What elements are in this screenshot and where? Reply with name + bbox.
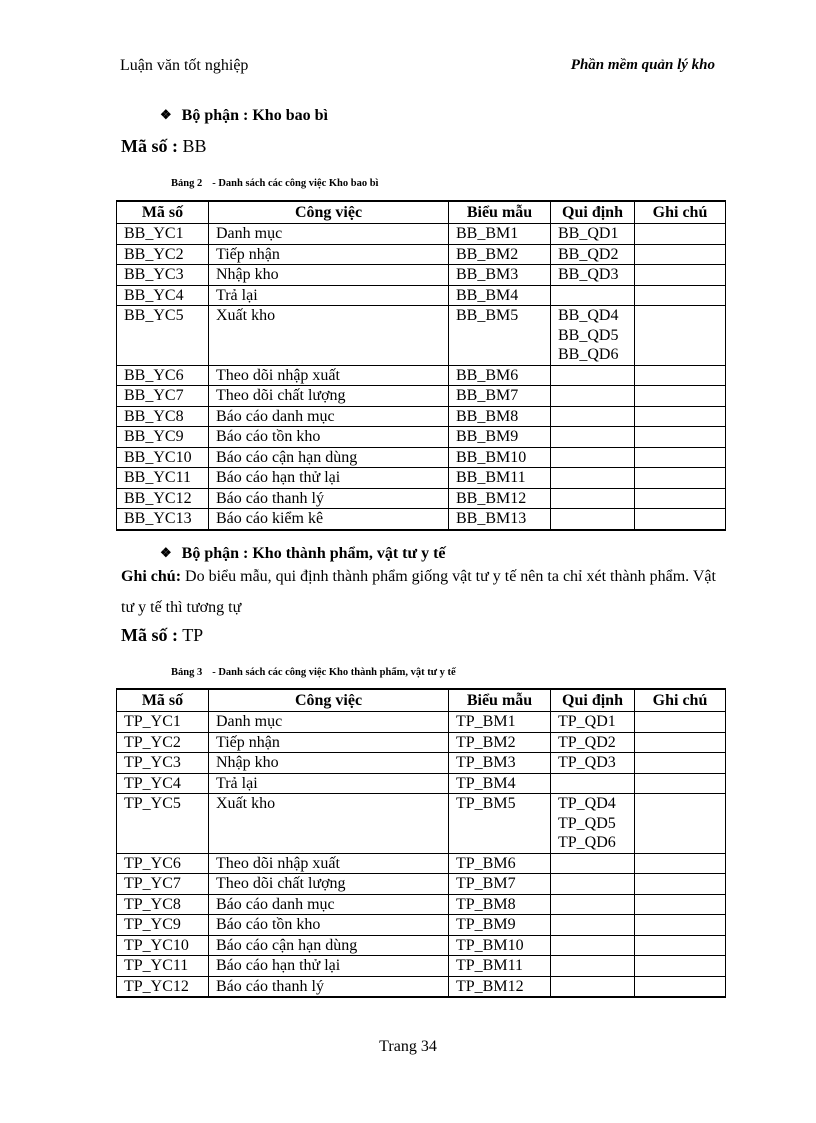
table1-caption-label: Bảng 2 <box>171 178 203 189</box>
table2-caption-text: - Danh sách các công việc Kho thành phẩm, vật tư y tế <box>212 667 456 678</box>
cell-code: TP_YC3 <box>117 753 209 774</box>
section2-code-value: TP <box>182 625 204 645</box>
table-row <box>117 773 726 794</box>
diamond-bullet-icon: ❖ <box>160 107 172 122</box>
cell-form: BB_BM6 <box>449 365 551 386</box>
cell-note <box>635 915 726 936</box>
table-row <box>117 244 726 265</box>
cell-form: TP_BM1 <box>449 712 551 733</box>
cell-code: BB_YC3 <box>117 265 209 286</box>
section2-note <box>121 561 721 623</box>
table-row <box>117 365 726 386</box>
cell-rule <box>551 386 635 407</box>
cell-note <box>635 794 726 854</box>
cell-rule: BB_QD1 <box>551 224 635 245</box>
header-project-title: Phần mềm quản lý kho <box>570 57 715 73</box>
section1-code <box>121 136 207 157</box>
cell-code: TP_YC11 <box>117 956 209 977</box>
section2-note-text: Do biểu mẫu, qui định thành phẩm giống vật tư y tế nên ta chỉ xét thành phẩm. Vật tư y tế thì tương tự <box>121 568 716 616</box>
cell-task: Báo cáo thanh lý <box>209 488 449 509</box>
cell-code: TP_YC7 <box>117 874 209 895</box>
cell-note <box>635 244 726 265</box>
cell-note <box>635 773 726 794</box>
cell-rule <box>551 488 635 509</box>
cell-note <box>635 894 726 915</box>
cell-form: TP_BM4 <box>449 773 551 794</box>
table-row <box>117 976 726 997</box>
table-row <box>117 894 726 915</box>
cell-rule <box>551 509 635 530</box>
cell-form: TP_BM3 <box>449 753 551 774</box>
cell-note <box>635 753 726 774</box>
section2-code-label: Mã số : <box>121 625 178 645</box>
cell-code: TP_YC5 <box>117 794 209 854</box>
cell-code: BB_YC9 <box>117 427 209 448</box>
table-header-row <box>117 201 726 224</box>
col-header-task: Công việc <box>209 689 449 712</box>
cell-note <box>635 732 726 753</box>
cell-note <box>635 306 726 366</box>
table-row <box>117 224 726 245</box>
cell-task: Xuất kho <box>209 306 449 366</box>
cell-task: Theo dõi nhập xuất <box>209 853 449 874</box>
cell-note <box>635 406 726 427</box>
section1-heading <box>160 107 328 125</box>
table-row <box>117 915 726 936</box>
table-kho-bao-bi <box>116 200 726 531</box>
cell-form: TP_BM8 <box>449 894 551 915</box>
cell-note <box>635 265 726 286</box>
table-row <box>117 285 726 306</box>
cell-task: Trả lại <box>209 773 449 794</box>
cell-rule <box>551 773 635 794</box>
table-row <box>117 265 726 286</box>
cell-code: TP_YC2 <box>117 732 209 753</box>
cell-task: Tiếp nhận <box>209 732 449 753</box>
cell-note <box>635 468 726 489</box>
diamond-bullet-icon: ❖ <box>160 545 172 560</box>
cell-task: Theo dõi chất lượng <box>209 874 449 895</box>
cell-task: Báo cáo hạn thử lại <box>209 956 449 977</box>
cell-form: BB_BM4 <box>449 285 551 306</box>
cell-task: Nhập kho <box>209 265 449 286</box>
table2-caption-label: Bảng 3 <box>171 667 203 678</box>
table-row <box>117 427 726 448</box>
cell-rule: BB_QD2 <box>551 244 635 265</box>
cell-task: Báo cáo tồn kho <box>209 915 449 936</box>
table-row <box>117 406 726 427</box>
col-header-form: Biểu mẫu <box>449 201 551 224</box>
cell-rule <box>551 285 635 306</box>
cell-rule <box>551 915 635 936</box>
col-header-rule: Qui định <box>551 201 635 224</box>
table-row <box>117 712 726 733</box>
cell-code: TP_YC6 <box>117 853 209 874</box>
section2-note-label: Ghi chú: <box>121 568 182 585</box>
cell-note <box>635 853 726 874</box>
col-header-code: Mã số <box>117 689 209 712</box>
section1-heading-text: Bộ phận : Kho bao bì <box>181 107 328 124</box>
table-row <box>117 509 726 530</box>
cell-form: TP_BM6 <box>449 853 551 874</box>
cell-note <box>635 509 726 530</box>
table-row <box>117 956 726 977</box>
section2-code <box>121 625 203 646</box>
cell-task: Theo dõi nhập xuất <box>209 365 449 386</box>
cell-rule <box>551 956 635 977</box>
cell-task: Báo cáo cận hạn dùng <box>209 935 449 956</box>
table-row <box>117 874 726 895</box>
cell-form: BB_BM10 <box>449 447 551 468</box>
table-row <box>117 753 726 774</box>
cell-code: TP_YC4 <box>117 773 209 794</box>
cell-form: TP_BM7 <box>449 874 551 895</box>
cell-task: Báo cáo tồn kho <box>209 427 449 448</box>
cell-note <box>635 976 726 997</box>
header-thesis-label: Luận văn tốt nghiệp <box>120 57 249 74</box>
col-header-form: Biểu mẫu <box>449 689 551 712</box>
cell-note <box>635 365 726 386</box>
cell-code: TP_YC1 <box>117 712 209 733</box>
cell-note <box>635 224 726 245</box>
table-header-row <box>117 689 726 712</box>
cell-task: Danh mục <box>209 712 449 733</box>
cell-task: Xuất kho <box>209 794 449 854</box>
cell-task: Báo cáo cận hạn dùng <box>209 447 449 468</box>
cell-code: BB_YC13 <box>117 509 209 530</box>
cell-note <box>635 935 726 956</box>
cell-form: BB_BM7 <box>449 386 551 407</box>
cell-form: BB_BM12 <box>449 488 551 509</box>
table-row <box>117 306 726 366</box>
table1-caption <box>171 178 378 189</box>
cell-form: BB_BM5 <box>449 306 551 366</box>
cell-code: TP_YC10 <box>117 935 209 956</box>
table2-caption <box>171 667 456 678</box>
cell-note <box>635 386 726 407</box>
cell-code: BB_YC11 <box>117 468 209 489</box>
cell-task: Báo cáo hạn thử lại <box>209 468 449 489</box>
cell-rule: TP_QD3 <box>551 753 635 774</box>
cell-task: Báo cáo danh mục <box>209 894 449 915</box>
cell-code: BB_YC2 <box>117 244 209 265</box>
cell-task: Theo dõi chất lượng <box>209 386 449 407</box>
cell-rule: BB_QD3 <box>551 265 635 286</box>
cell-form: BB_BM3 <box>449 265 551 286</box>
table1-caption-text: - Danh sách các công việc Kho bao bì <box>212 178 379 189</box>
cell-rule <box>551 874 635 895</box>
cell-code: BB_YC6 <box>117 365 209 386</box>
cell-rule: TP_QD1 <box>551 712 635 733</box>
cell-note <box>635 874 726 895</box>
cell-code: BB_YC12 <box>117 488 209 509</box>
cell-code: BB_YC1 <box>117 224 209 245</box>
section1-code-label: Mã số : <box>121 136 178 156</box>
cell-code: BB_YC4 <box>117 285 209 306</box>
cell-task: Danh mục <box>209 224 449 245</box>
cell-code: BB_YC10 <box>117 447 209 468</box>
cell-task: Trả lại <box>209 285 449 306</box>
cell-rule: BB_QD4 BB_QD5 BB_QD6 <box>551 306 635 366</box>
cell-note <box>635 447 726 468</box>
cell-form: BB_BM2 <box>449 244 551 265</box>
cell-rule <box>551 894 635 915</box>
cell-note <box>635 427 726 448</box>
col-header-note: Ghi chú <box>635 689 726 712</box>
table-kho-thanh-pham <box>116 688 726 998</box>
col-header-code: Mã số <box>117 201 209 224</box>
col-header-rule: Qui định <box>551 689 635 712</box>
col-header-note: Ghi chú <box>635 201 726 224</box>
cell-task: Báo cáo thanh lý <box>209 976 449 997</box>
col-header-task: Công việc <box>209 201 449 224</box>
cell-form: TP_BM12 <box>449 976 551 997</box>
cell-code: BB_YC8 <box>117 406 209 427</box>
cell-rule <box>551 406 635 427</box>
cell-rule: TP_QD2 <box>551 732 635 753</box>
table-row <box>117 386 726 407</box>
cell-form: TP_BM2 <box>449 732 551 753</box>
cell-form: BB_BM8 <box>449 406 551 427</box>
table-row <box>117 853 726 874</box>
cell-code: BB_YC5 <box>117 306 209 366</box>
table-row <box>117 794 726 854</box>
cell-rule <box>551 365 635 386</box>
cell-task: Nhập kho <box>209 753 449 774</box>
cell-form: BB_BM13 <box>449 509 551 530</box>
cell-rule <box>551 935 635 956</box>
table-row <box>117 732 726 753</box>
cell-code: BB_YC7 <box>117 386 209 407</box>
cell-task: Báo cáo kiểm kê <box>209 509 449 530</box>
table-row <box>117 935 726 956</box>
cell-rule <box>551 447 635 468</box>
page-number: Trang 34 <box>379 1038 437 1055</box>
cell-code: TP_YC8 <box>117 894 209 915</box>
section1-code-value: BB <box>182 136 207 156</box>
table-row <box>117 468 726 489</box>
section2-heading-text: Bộ phận : Kho thành phẩm, vật tư y tế <box>181 545 446 562</box>
cell-note <box>635 712 726 733</box>
cell-code: TP_YC12 <box>117 976 209 997</box>
cell-rule <box>551 468 635 489</box>
cell-rule <box>551 427 635 448</box>
cell-note <box>635 956 726 977</box>
cell-code: TP_YC9 <box>117 915 209 936</box>
cell-form: TP_BM10 <box>449 935 551 956</box>
cell-note <box>635 285 726 306</box>
cell-form: TP_BM9 <box>449 915 551 936</box>
cell-form: BB_BM11 <box>449 468 551 489</box>
cell-rule <box>551 853 635 874</box>
cell-task: Báo cáo danh mục <box>209 406 449 427</box>
cell-form: TP_BM5 <box>449 794 551 854</box>
table-row <box>117 447 726 468</box>
cell-form: BB_BM1 <box>449 224 551 245</box>
cell-form: BB_BM9 <box>449 427 551 448</box>
cell-task: Tiếp nhận <box>209 244 449 265</box>
cell-rule <box>551 976 635 997</box>
cell-note <box>635 488 726 509</box>
cell-form: TP_BM11 <box>449 956 551 977</box>
cell-rule: TP_QD4 TP_QD5 TP_QD6 <box>551 794 635 854</box>
table-row <box>117 488 726 509</box>
